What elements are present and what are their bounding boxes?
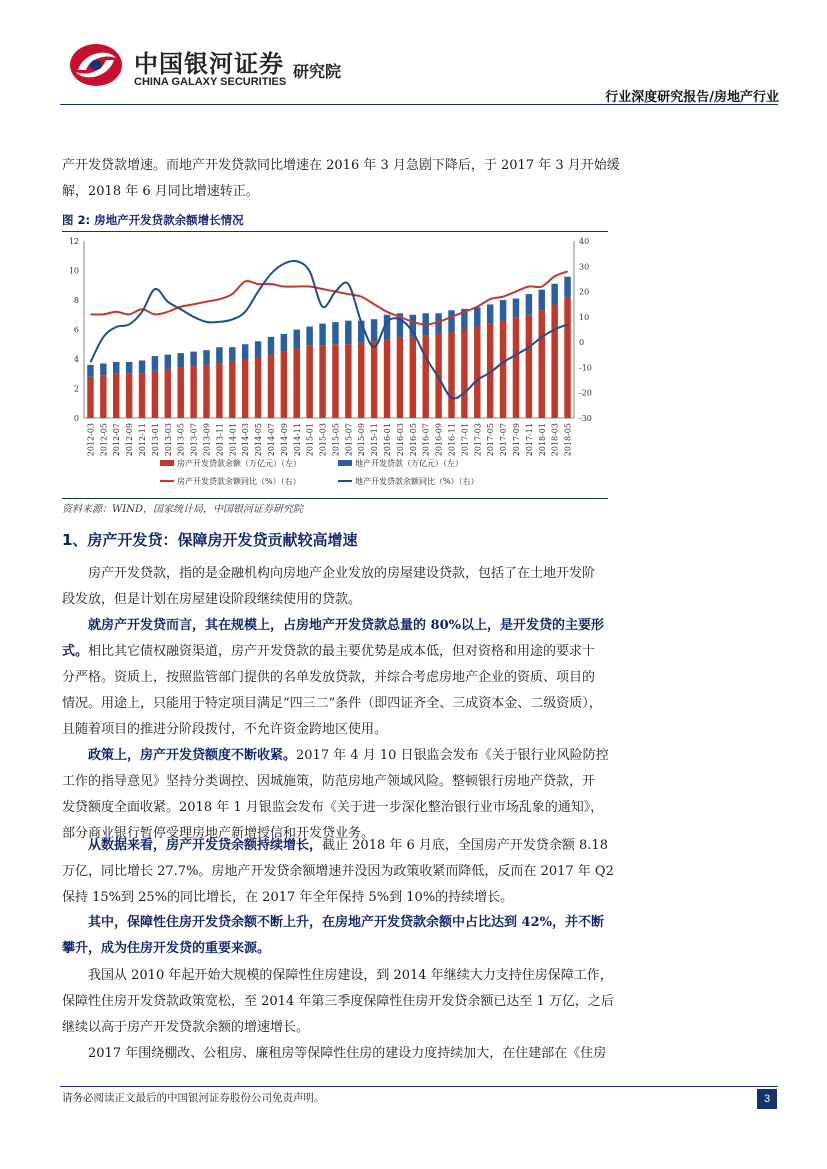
figure-bottom-rule bbox=[62, 498, 608, 499]
bar-housing-loan bbox=[526, 315, 532, 418]
y-tick-right: 30 bbox=[579, 262, 590, 272]
x-tick-label: 2012-05 bbox=[99, 423, 109, 457]
text-line: 分严格。资质上，按照监管部门提供的名单发放贷款，并综合考虑房地产企业的资质、项目的 bbox=[62, 670, 596, 685]
bar-land-loan bbox=[551, 284, 557, 305]
x-tick-label: 2015-07 bbox=[344, 423, 354, 457]
bar-housing-loan bbox=[345, 344, 351, 418]
bar-housing-loan bbox=[229, 362, 235, 418]
bar-housing-loan bbox=[564, 297, 570, 418]
paragraph-7 bbox=[62, 1041, 630, 1067]
galaxy-logo-icon bbox=[68, 42, 124, 88]
bar-housing-loan bbox=[294, 349, 300, 418]
legend-label: 地产开发贷款余额同比（%）（右） bbox=[355, 477, 479, 486]
x-tick-label: 2013-07 bbox=[189, 423, 199, 457]
x-tick-label: 2013-11 bbox=[215, 423, 225, 457]
bar-land-loan bbox=[216, 347, 222, 363]
paragraph-5 bbox=[62, 910, 630, 962]
bar-housing-loan bbox=[422, 335, 428, 418]
bar-housing-loan bbox=[513, 318, 519, 418]
figure-top-rule bbox=[62, 231, 608, 232]
bar-housing-loan bbox=[410, 337, 416, 418]
y-tick-left: 4 bbox=[73, 355, 79, 364]
bar-housing-loan bbox=[306, 346, 312, 418]
bar-land-loan bbox=[113, 362, 119, 374]
intro-line: 产开发贷款增速。而地产开发贷款同比增速在 2016 年 3 月急剧下降后，于 2017 年 3 月开始缓 bbox=[62, 158, 620, 173]
header-divider bbox=[60, 104, 778, 105]
text-line: 保障性住房开发贷款政策宽松，至 2014 年第三季度保障性住房开发贷余额已达至 1 万亿，之后 bbox=[62, 994, 614, 1009]
bar-land-loan bbox=[242, 344, 248, 359]
page-number: 3 bbox=[757, 1089, 777, 1109]
text-line: 保持 15%到 25%的同比增长，在 2017 年全年保持 5%到 10%的持续增长。 bbox=[62, 890, 514, 905]
x-tick-label: 2017-01 bbox=[460, 423, 470, 457]
legend-label: 房产开发贷款余额（万亿元）（左） bbox=[177, 459, 301, 468]
bar-land-loan bbox=[474, 307, 480, 326]
bar-housing-loan bbox=[474, 327, 480, 418]
x-tick-label: 2012-11 bbox=[138, 423, 148, 457]
paragraph-6 bbox=[62, 963, 630, 1041]
x-tick-label: 2018-05 bbox=[563, 422, 573, 457]
bar-land-loan bbox=[564, 277, 570, 298]
bar-housing-loan bbox=[384, 340, 390, 418]
bold-lead: 从数据来看，房产开发贷余额持续增长， bbox=[88, 838, 323, 853]
y-tick-right: -20 bbox=[579, 388, 592, 398]
y-tick-left: 8 bbox=[73, 296, 79, 305]
bar-housing-loan bbox=[448, 332, 454, 418]
legend-label: 房产开发贷款余额同比（%）（右） bbox=[177, 477, 301, 486]
paragraph-4 bbox=[62, 833, 630, 911]
bar-land-loan bbox=[435, 313, 441, 334]
bar-housing-loan bbox=[165, 369, 171, 418]
paragraph-2 bbox=[62, 613, 630, 743]
text-line: 2017 年围绕棚改、公租房、廉租房等保障性住房的建设力度持续加大，在住建部在《住房 bbox=[88, 1046, 607, 1061]
bar-housing-loan bbox=[319, 346, 325, 418]
x-tick-label: 2014-07 bbox=[266, 423, 276, 457]
brand-name-cn: 中国银河证券 bbox=[134, 50, 284, 78]
bar-land-loan bbox=[306, 327, 312, 346]
x-tick-label: 2016-03 bbox=[395, 423, 405, 457]
report-type: 行业深度研究报告/房地产行业 bbox=[605, 90, 779, 105]
x-tick-label: 2013-09 bbox=[202, 423, 212, 457]
text-line: 部分商业银行暂停受理房地产新增授信和开发贷业务。 bbox=[62, 826, 375, 841]
bar-housing-loan bbox=[216, 363, 222, 418]
bar-housing-loan bbox=[255, 358, 261, 418]
x-tick-label: 2017-05 bbox=[486, 423, 496, 457]
bar-land-loan bbox=[526, 294, 532, 315]
institute-label: 研究院 bbox=[293, 62, 342, 81]
text-span: 截止 2018 年 6 月底，全国房产开发贷余额 8.18 bbox=[322, 838, 608, 853]
y-tick-left: 0 bbox=[73, 414, 79, 423]
text-line: 我国从 2010 年起开始大规模的保障性住房建设，到 2014 年继续大力支持住房保障工作， bbox=[88, 968, 613, 983]
x-tick-label: 2013-05 bbox=[176, 423, 186, 457]
x-tick-label: 2015-11 bbox=[370, 423, 380, 457]
x-tick-label: 2016-01 bbox=[383, 423, 393, 457]
legend-swatch bbox=[338, 460, 352, 466]
x-tick-label: 2015-05 bbox=[331, 423, 341, 457]
paragraph-3 bbox=[62, 743, 630, 847]
x-tick-label: 2012-07 bbox=[112, 423, 122, 457]
x-tick-label: 2018-01 bbox=[537, 423, 547, 457]
text-line: 工作的指导意见》坚持分类调控、因城施策，防范房地产领域风险。整顿银行房地产贷款，开 bbox=[62, 774, 596, 789]
bar-land-loan bbox=[487, 304, 493, 323]
x-tick-label: 2016-09 bbox=[434, 423, 444, 457]
y-tick-right: 20 bbox=[579, 287, 590, 297]
x-tick-label: 2014-11 bbox=[292, 423, 302, 457]
x-tick-label: 2013-01 bbox=[150, 423, 160, 457]
paragraph-1 bbox=[62, 561, 630, 613]
bar-land-loan bbox=[139, 360, 145, 373]
bar-land-loan bbox=[539, 290, 545, 311]
y-tick-left: 12 bbox=[68, 237, 79, 246]
x-tick-label: 2014-01 bbox=[228, 423, 238, 457]
legend-swatch bbox=[160, 460, 174, 466]
x-tick-label: 2017-07 bbox=[499, 423, 509, 457]
bar-housing-loan bbox=[268, 355, 274, 418]
bar-housing-loan bbox=[500, 321, 506, 418]
figure-title: 图 2: 房地产开发贷款余额增长情况 bbox=[62, 213, 244, 227]
bar-housing-loan bbox=[139, 374, 145, 418]
bar-housing-loan bbox=[332, 344, 338, 418]
bar-housing-loan bbox=[371, 341, 377, 418]
bar-land-loan bbox=[319, 324, 325, 346]
bar-land-loan bbox=[332, 322, 338, 344]
bar-land-loan bbox=[126, 362, 132, 374]
text-line: 且随着项目的推进分阶段拨付，不允许资金跨地区使用。 bbox=[62, 722, 388, 737]
line-land-loan-yoy bbox=[90, 261, 567, 399]
disclaimer-note: 请务必阅读正文最后的中国银河证券股份公司免责声明。 bbox=[62, 1092, 325, 1104]
x-tick-label: 2018-03 bbox=[550, 423, 560, 457]
bold-lead: 式。 bbox=[62, 644, 89, 659]
y-tick-right: 0 bbox=[579, 338, 585, 348]
x-tick-label: 2016-11 bbox=[447, 423, 457, 457]
bar-housing-loan bbox=[551, 304, 557, 418]
bar-housing-loan bbox=[177, 368, 183, 418]
bar-land-loan bbox=[100, 363, 106, 375]
y-tick-left: 2 bbox=[73, 384, 79, 394]
bar-land-loan bbox=[294, 330, 300, 349]
bar-housing-loan bbox=[461, 330, 467, 419]
x-tick-label: 2014-09 bbox=[279, 423, 289, 457]
y-tick-right: 10 bbox=[579, 312, 590, 322]
line-housing-loan-yoy bbox=[90, 271, 567, 324]
bold-lead: 政策上，房产开发贷额度不断收紧。 bbox=[88, 748, 297, 763]
bold-lead: 攀升，成为住房开发贷的重要来源。 bbox=[62, 941, 271, 956]
bar-housing-loan bbox=[358, 343, 364, 418]
bar-land-loan bbox=[165, 355, 171, 370]
bold-lead: 其中，保障性住房开发贷余额不断上升，在房地产开发贷款余额中占比达到 42%，并不断 bbox=[88, 915, 604, 930]
x-tick-label: 2014-05 bbox=[254, 423, 264, 457]
bar-land-loan bbox=[152, 356, 158, 371]
text-line: 段发放，但是计划在房屋建设阶段继续使用的贷款。 bbox=[62, 592, 362, 607]
bar-land-loan bbox=[190, 352, 196, 367]
x-tick-label: 2015-03 bbox=[318, 423, 328, 457]
text-span: 相比其它债权融资渠道，房产开发贷款的最主要优势是成本低，但对资格和用途的要求十 bbox=[88, 644, 596, 659]
x-tick-label: 2016-05 bbox=[408, 423, 418, 457]
bar-land-loan bbox=[371, 319, 377, 341]
x-tick-label: 2013-03 bbox=[163, 423, 173, 457]
bar-housing-loan bbox=[242, 359, 248, 418]
intro-paragraph bbox=[62, 153, 630, 205]
x-tick-label: 2017-03 bbox=[473, 423, 483, 457]
y-tick-left: 6 bbox=[73, 325, 79, 335]
x-tick-label: 2012-03 bbox=[86, 423, 96, 457]
bar-housing-loan bbox=[126, 374, 132, 418]
x-tick-label: 2015-09 bbox=[357, 423, 367, 457]
bar-housing-loan bbox=[100, 375, 106, 418]
bar-land-loan bbox=[255, 341, 261, 357]
bar-land-loan bbox=[500, 300, 506, 321]
text-span: 2017 年 4 月 10 日银监会发布《关于银行业风险防控 bbox=[296, 748, 609, 763]
x-tick-label: 2012-09 bbox=[125, 423, 135, 457]
bar-housing-loan bbox=[152, 371, 158, 418]
x-tick-label: 2014-03 bbox=[241, 423, 251, 457]
y-tick-right: -10 bbox=[579, 363, 592, 373]
section-heading: 1、房产开发贷：保障房开发贷贡献较高增速 bbox=[62, 531, 358, 549]
bar-land-loan bbox=[281, 334, 287, 352]
loan-growth-chart bbox=[62, 234, 608, 496]
bar-housing-loan bbox=[397, 337, 403, 418]
footer-divider bbox=[60, 1086, 778, 1087]
bar-housing-loan bbox=[203, 365, 209, 418]
text-line: 发贷额度全面收紧。2018 年 1 月银监会发布《关于进一步深化整治银行业市场乱象的通知》， bbox=[62, 800, 604, 815]
bar-housing-loan bbox=[539, 310, 545, 418]
x-tick-label: 2015-01 bbox=[305, 423, 315, 457]
brand-name-en: CHINA GALAXY SECURITIES bbox=[134, 76, 287, 88]
bar-land-loan bbox=[268, 337, 274, 355]
y-tick-right: -30 bbox=[579, 414, 592, 423]
figure-source: 资料来源：WIND，国家统计局，中国银河证券研究院 bbox=[62, 504, 303, 515]
bold-lead: 就房产开发贷而言，其在规模上，占房地产开发贷款总量的 80%以上，是开发贷的主要形 bbox=[88, 618, 604, 633]
bar-land-loan bbox=[203, 350, 209, 365]
bar-housing-loan bbox=[190, 366, 196, 418]
bar-land-loan bbox=[345, 321, 351, 345]
y-tick-left: 10 bbox=[68, 266, 79, 276]
text-line: 继续以高于房产开发贷款余额的增速增长。 bbox=[62, 1020, 310, 1035]
bar-land-loan bbox=[177, 353, 183, 368]
bar-land-loan bbox=[448, 310, 454, 332]
bar-land-loan bbox=[87, 365, 93, 377]
x-tick-label: 2016-07 bbox=[421, 423, 431, 457]
bar-housing-loan bbox=[87, 377, 93, 418]
text-line: 万亿，同比增长 27.7%。房地产开发贷余额增速并没因为政策收紧而降低，反而在 2017 年 Q2 bbox=[62, 864, 614, 879]
text-line: 房产开发贷款，指的是金融机构向房地产企业发放的房屋建设贷款，包括了在土地开发阶 bbox=[88, 566, 596, 581]
bar-land-loan bbox=[513, 299, 519, 318]
x-tick-label: 2017-11 bbox=[524, 423, 534, 457]
x-tick-label: 2017-09 bbox=[511, 423, 521, 457]
text-line: 情况。用途上，只能用于特定项目满足“四三二”条件（即四证齐全、三成资本金、二级资质）， bbox=[62, 696, 602, 711]
y-tick-right: 40 bbox=[579, 237, 590, 246]
legend-label: 地产开发贷款（万亿元）（左） bbox=[355, 459, 463, 468]
bar-land-loan bbox=[229, 347, 235, 362]
intro-line: 解，2018 年 6 月同比增速转正。 bbox=[62, 184, 259, 199]
bar-housing-loan bbox=[281, 352, 287, 418]
bar-housing-loan bbox=[113, 374, 119, 418]
